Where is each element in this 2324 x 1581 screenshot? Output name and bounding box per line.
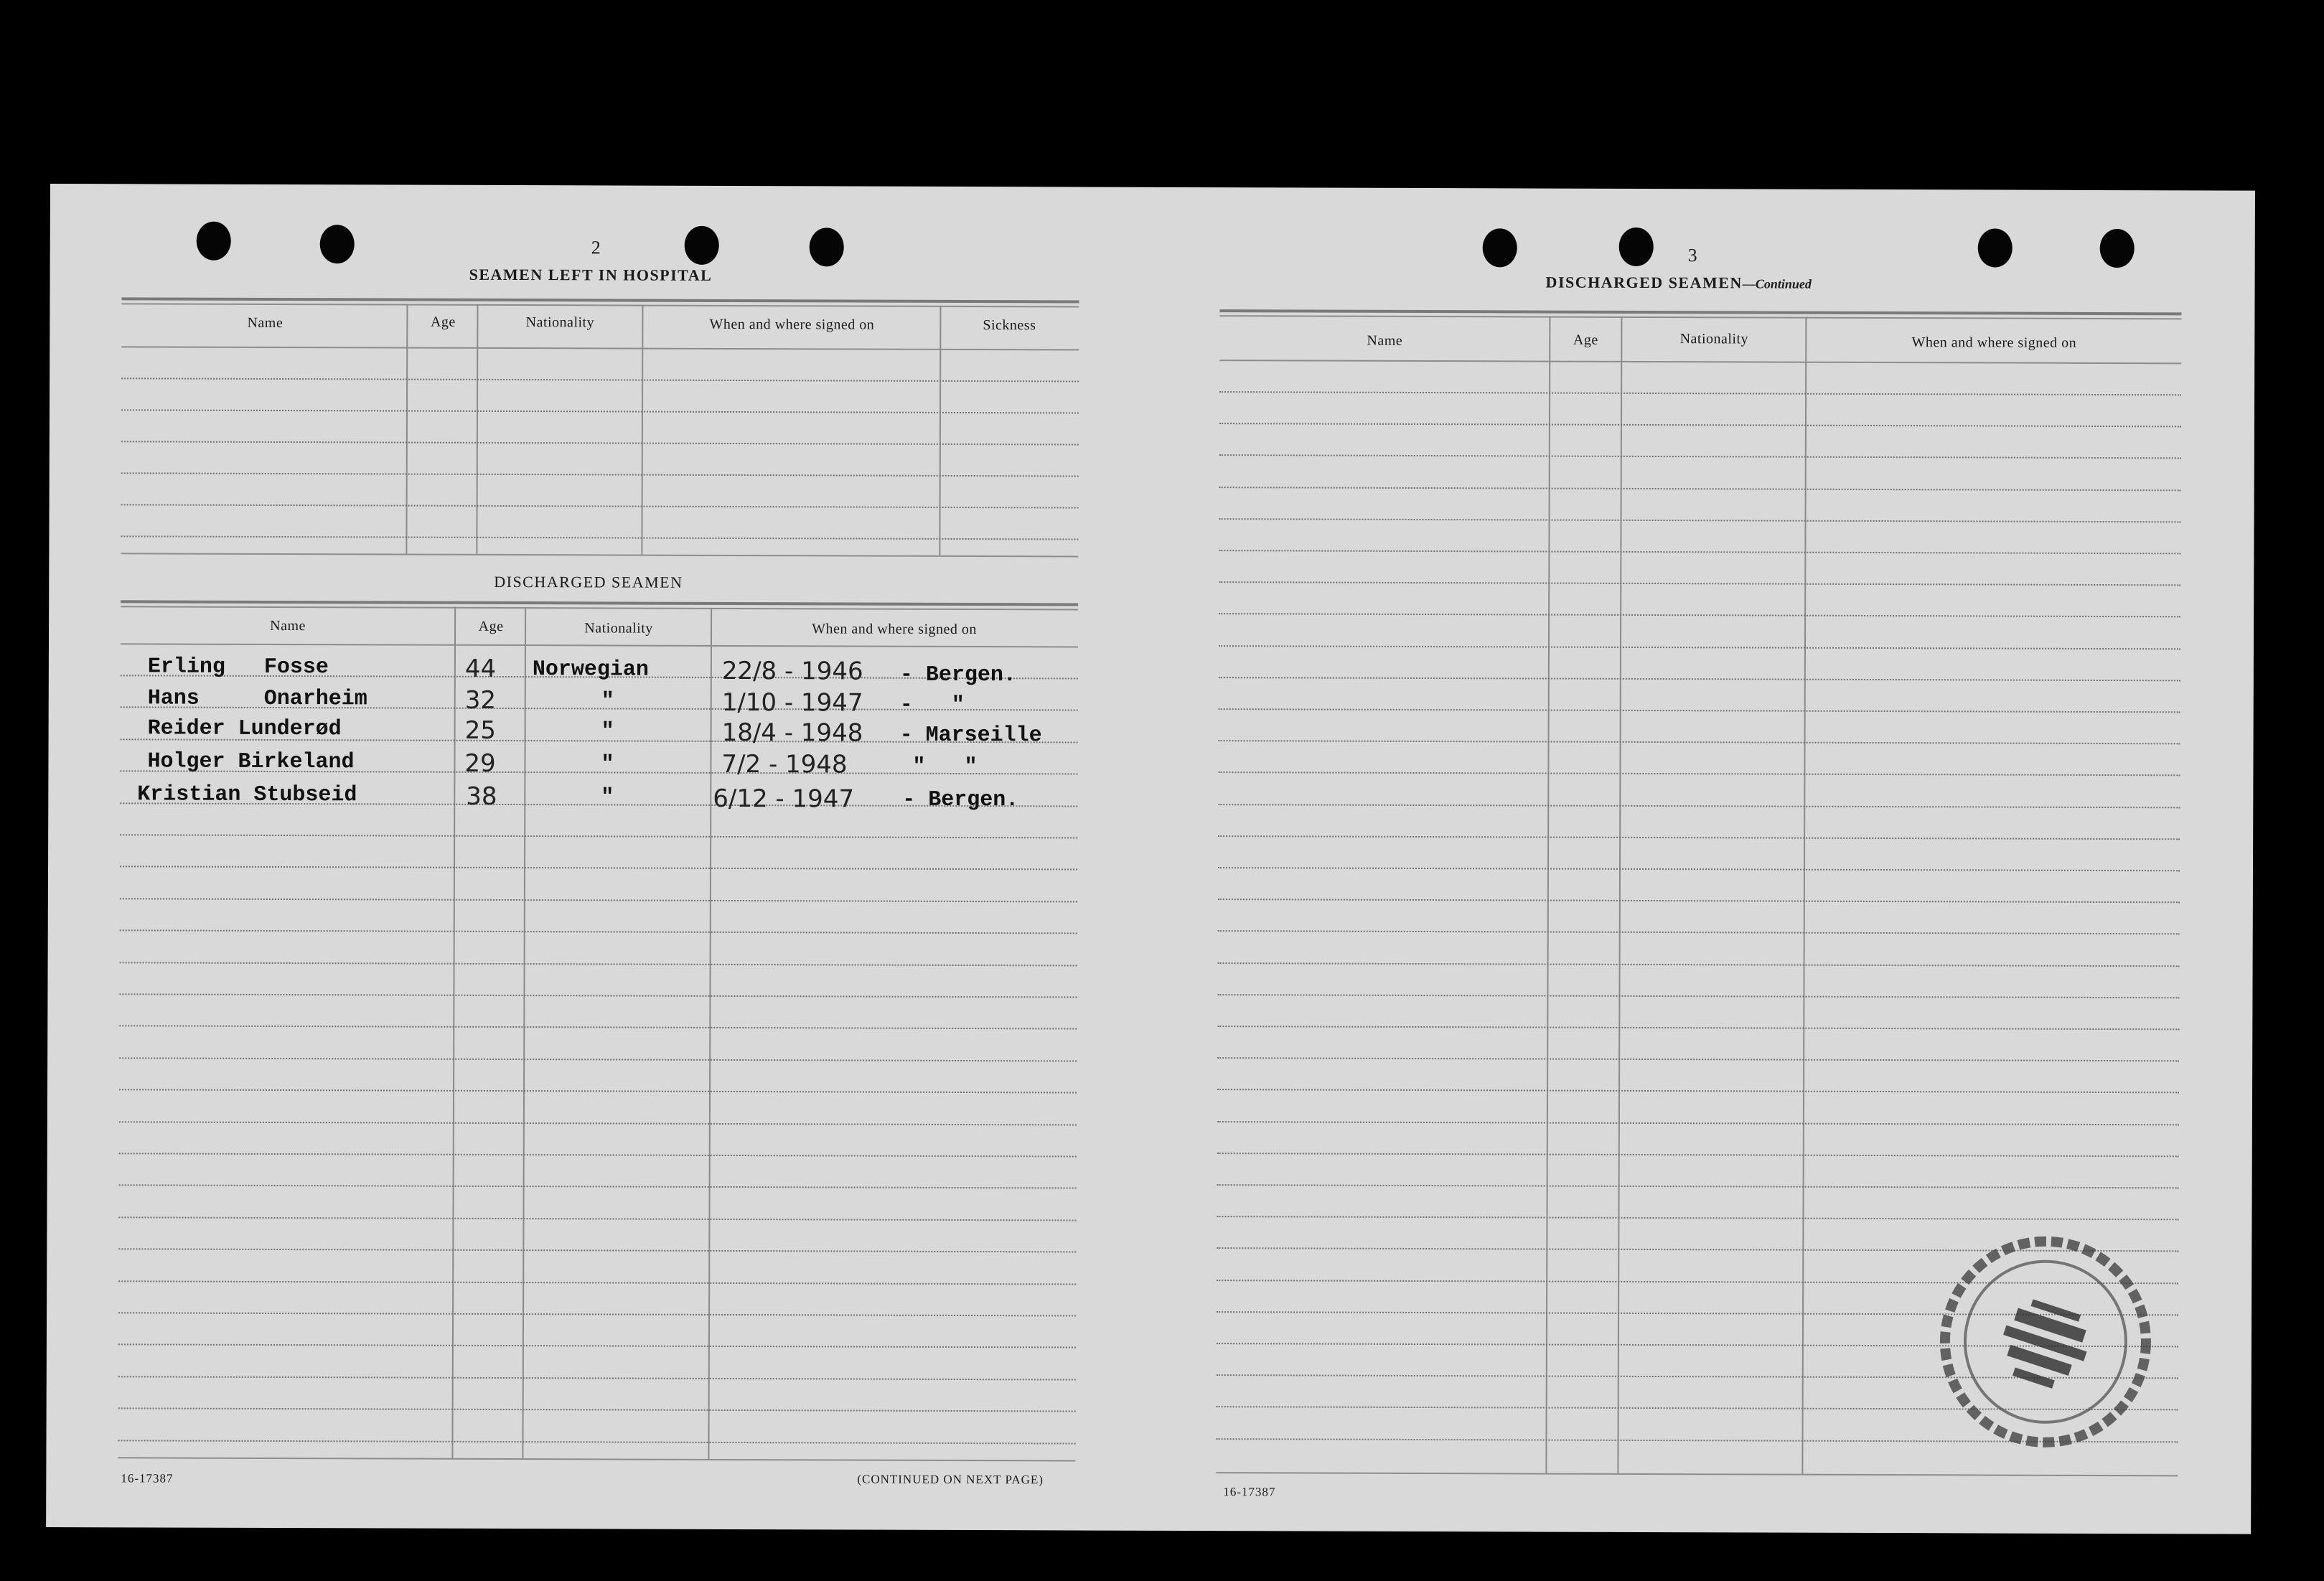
rule xyxy=(1219,309,2181,315)
table-row xyxy=(119,1121,1077,1125)
table-row xyxy=(1218,835,2180,840)
table-row xyxy=(119,993,1077,998)
page-number-right: 3 xyxy=(1687,245,1697,266)
right-title-suffix: —Continued xyxy=(1742,276,1812,291)
seaman-name: Erling Fosse xyxy=(147,655,329,680)
table-row xyxy=(1219,708,2180,713)
rule xyxy=(121,553,1078,557)
table-row xyxy=(121,441,1079,445)
rule xyxy=(118,1457,1075,1461)
right-col-age: Age xyxy=(1573,332,1598,348)
rule xyxy=(121,600,1078,606)
table-row xyxy=(119,1185,1077,1189)
table-row xyxy=(1219,645,2180,649)
table-row xyxy=(1218,899,2180,903)
form-number-right: 16-17387 xyxy=(1223,1485,1276,1499)
seaman-name: Hans Onarheim xyxy=(147,686,367,712)
col-divider xyxy=(708,608,712,1460)
discharged-section-title: DISCHARGED SEAMEN xyxy=(494,572,683,591)
table-row xyxy=(118,1440,1075,1444)
table-row xyxy=(118,1344,1076,1348)
hospital-col-age: Age xyxy=(430,314,456,330)
seaman-age: 44 xyxy=(464,654,497,683)
table-row xyxy=(1219,423,2181,427)
punch-hole xyxy=(810,227,844,266)
rule xyxy=(121,303,1079,307)
signed-on-place: - " xyxy=(899,693,965,718)
right-title-text: DISCHARGED SEAMEN xyxy=(1545,273,1743,292)
discharged-col-signed-on: When and where signed on xyxy=(812,621,977,638)
col-divider xyxy=(1617,316,1622,1473)
seaman-name: Holger Birkeland xyxy=(147,749,355,775)
table-row xyxy=(121,409,1079,413)
table-row xyxy=(121,377,1079,382)
table-row xyxy=(1219,677,2180,681)
table-row xyxy=(118,1407,1076,1412)
col-divider xyxy=(522,607,526,1460)
signed-on-date: 7/2 - 1948 xyxy=(721,749,848,779)
page-number-left: 2 xyxy=(591,237,601,258)
table-row xyxy=(1219,550,2180,554)
table-row xyxy=(1218,931,2180,935)
rule xyxy=(121,606,1078,610)
discharged-col-name: Name xyxy=(270,617,306,634)
table-row xyxy=(1219,487,2181,491)
punch-hole xyxy=(2100,229,2135,268)
table-row xyxy=(1218,804,2180,808)
table-row xyxy=(1217,1057,2179,1061)
seaman-age: 29 xyxy=(464,749,496,778)
signed-on-date: 6/12 - 1947 xyxy=(713,784,855,814)
hospital-section-title: SEAMEN LEFT IN HOSPITAL xyxy=(469,265,713,284)
table-row xyxy=(1219,581,2180,586)
table-row xyxy=(1217,1089,2179,1094)
table-row xyxy=(119,1089,1077,1093)
table-row xyxy=(120,866,1077,871)
continued-note: (CONTINUED ON NEXT PAGE) xyxy=(857,1472,1044,1487)
table-row xyxy=(1217,1216,2178,1220)
discharged-col-nationality: Nationality xyxy=(584,620,653,637)
seaman-nationality: " xyxy=(601,785,614,810)
signed-on-date: 18/4 - 1948 xyxy=(721,718,863,748)
right-col-name: Name xyxy=(1367,332,1403,349)
table-row xyxy=(120,929,1077,934)
signed-on-date: 1/10 - 1947 xyxy=(721,688,863,718)
punch-hole xyxy=(320,225,355,263)
seaman-nationality: " xyxy=(601,752,614,777)
rule xyxy=(1219,360,2181,364)
table-row xyxy=(1219,455,2181,459)
table-row xyxy=(1218,867,2180,871)
table-row xyxy=(118,1248,1076,1252)
table-row xyxy=(1217,994,2179,998)
signed-on-place: - Marseille xyxy=(899,723,1042,749)
table-row xyxy=(1218,962,2180,967)
col-divider xyxy=(1545,316,1550,1473)
table-row xyxy=(1219,614,2180,618)
col-divider xyxy=(476,304,478,554)
rule xyxy=(121,643,1078,647)
seaman-age: 32 xyxy=(464,685,497,715)
table-row xyxy=(120,898,1077,902)
table-row xyxy=(1217,1026,2179,1030)
right-page-title xyxy=(1546,273,1812,293)
seaman-name: Reider Lunderød xyxy=(147,716,342,742)
table-row xyxy=(1217,1121,2179,1125)
rule xyxy=(1216,1472,2178,1476)
right-col-signed-on: When and where signed on xyxy=(1911,334,2077,351)
form-number-left: 16-17387 xyxy=(121,1471,174,1486)
table-row xyxy=(121,472,1079,477)
table-row xyxy=(120,962,1077,966)
col-divider xyxy=(641,305,643,555)
rule xyxy=(121,297,1079,303)
right-col-nationality: Nationality xyxy=(1679,331,1749,347)
table-row xyxy=(121,504,1079,508)
seaman-name: Kristian Stubseid xyxy=(137,782,357,808)
punch-hole xyxy=(1619,227,1654,266)
discharged-rows xyxy=(50,184,2255,191)
table-row xyxy=(119,1057,1077,1061)
seaman-nationality: " xyxy=(601,689,614,714)
table-row xyxy=(119,1026,1077,1030)
rule xyxy=(121,346,1079,350)
seaman-nationality: " xyxy=(601,719,614,744)
signed-on-place: " " xyxy=(899,754,978,780)
hospital-col-sickness: Sickness xyxy=(983,317,1036,334)
signed-on-date: 22/8 - 1946 xyxy=(721,656,863,686)
table-row xyxy=(1219,518,2181,522)
punch-hole xyxy=(1978,228,2013,267)
signed-on-place: - Bergen. xyxy=(902,787,1019,813)
table-row xyxy=(1219,391,2181,395)
hospital-col-signed-on: When and where signed on xyxy=(709,316,875,333)
hospital-col-name: Name xyxy=(247,314,284,332)
table-row xyxy=(121,535,1078,540)
punch-hole xyxy=(1483,228,1517,267)
table-row xyxy=(119,1153,1077,1157)
seaman-nationality: Norwegian xyxy=(532,657,649,682)
table-row xyxy=(1219,740,2180,744)
hospital-col-nationality: Nationality xyxy=(525,314,595,331)
table-row xyxy=(118,1376,1076,1380)
col-divider xyxy=(451,607,456,1460)
table-row xyxy=(1217,1153,2179,1157)
right-rows xyxy=(50,184,2255,191)
table-row xyxy=(118,1216,1076,1221)
col-divider xyxy=(406,304,408,554)
table-row xyxy=(118,1280,1076,1285)
signed-on-place: - Bergen. xyxy=(899,662,1016,688)
table-row xyxy=(1217,1184,2179,1188)
discharged-col-age: Age xyxy=(478,618,504,634)
received-stamp xyxy=(1934,1230,2157,1453)
punch-hole xyxy=(685,226,719,265)
col-divider xyxy=(1801,317,1807,1474)
punch-hole xyxy=(197,222,231,261)
table-row xyxy=(1218,772,2180,777)
document-sheet xyxy=(46,184,2255,1534)
seaman-age: 38 xyxy=(466,782,497,811)
table-row xyxy=(118,1312,1076,1316)
rule xyxy=(1219,315,2181,319)
table-row xyxy=(120,834,1077,838)
col-divider xyxy=(939,306,941,555)
seaman-age: 25 xyxy=(464,716,496,745)
